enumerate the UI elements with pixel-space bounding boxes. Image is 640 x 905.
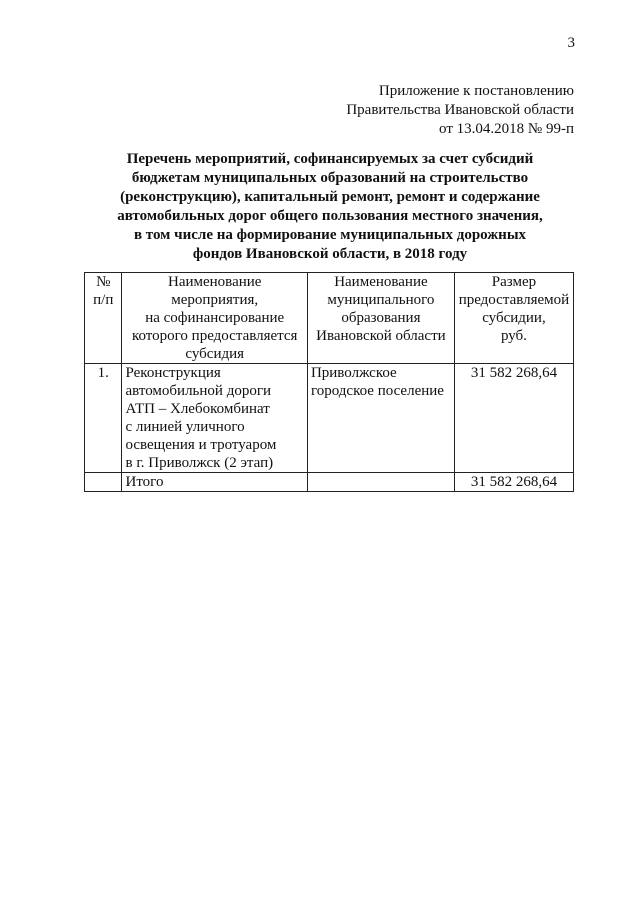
header-event-name: Наименование мероприятия, на софинансирование которого предоставляется субсидия: [122, 273, 307, 364]
row-subsidy-size: 31 582 268,64: [454, 364, 573, 473]
appendix-line: от 13.04.2018 № 99-п: [439, 121, 574, 137]
total-subsidy-size: 31 582 268,64: [454, 473, 573, 492]
page-number: 3: [567, 35, 575, 51]
table-total-row: [85, 473, 574, 492]
title-line: Перечень мероприятий, софинансируемых за счет субсидий: [126, 151, 534, 167]
title-line: фондов Ивановской области, в 2018 году: [192, 246, 468, 262]
total-empty-cell: [85, 473, 122, 492]
appendix-line: Правительства Ивановской области: [346, 102, 574, 118]
row-number: 1.: [85, 364, 122, 473]
title-line: (реконструкцию), капитальный ремонт, ремонт и содержание: [120, 189, 540, 205]
table-row: [85, 364, 574, 473]
header-number: № п/п: [85, 273, 122, 364]
subsidy-table: [84, 272, 574, 492]
title-line: автомобильных дорог общего пользования местного значения,: [117, 208, 543, 224]
appendix-line: Приложение к постановлению: [378, 83, 574, 99]
table-header-row: [85, 273, 574, 364]
total-empty-cell: [307, 473, 454, 492]
title-line: в том числе на формирование муниципальных дорожных: [133, 227, 527, 243]
appendix-reference: [346, 82, 574, 139]
row-event-name: Реконструкция автомобильной дороги АТП – Хлебокомбинат с линией уличного освещения и тротуаром в г. Приволжск (2 этап): [122, 364, 307, 473]
title-line: бюджетам муниципальных образований на строительство: [131, 170, 529, 186]
header-subsidy-size: Размер предоставляемой субсидии, руб.: [454, 273, 573, 364]
total-label: Итого: [122, 473, 307, 492]
header-municipality: Наименование муниципального образования Ивановской области: [307, 273, 454, 364]
row-municipality: Приволжское городское поселение: [307, 364, 454, 473]
document-title: [86, 150, 574, 264]
